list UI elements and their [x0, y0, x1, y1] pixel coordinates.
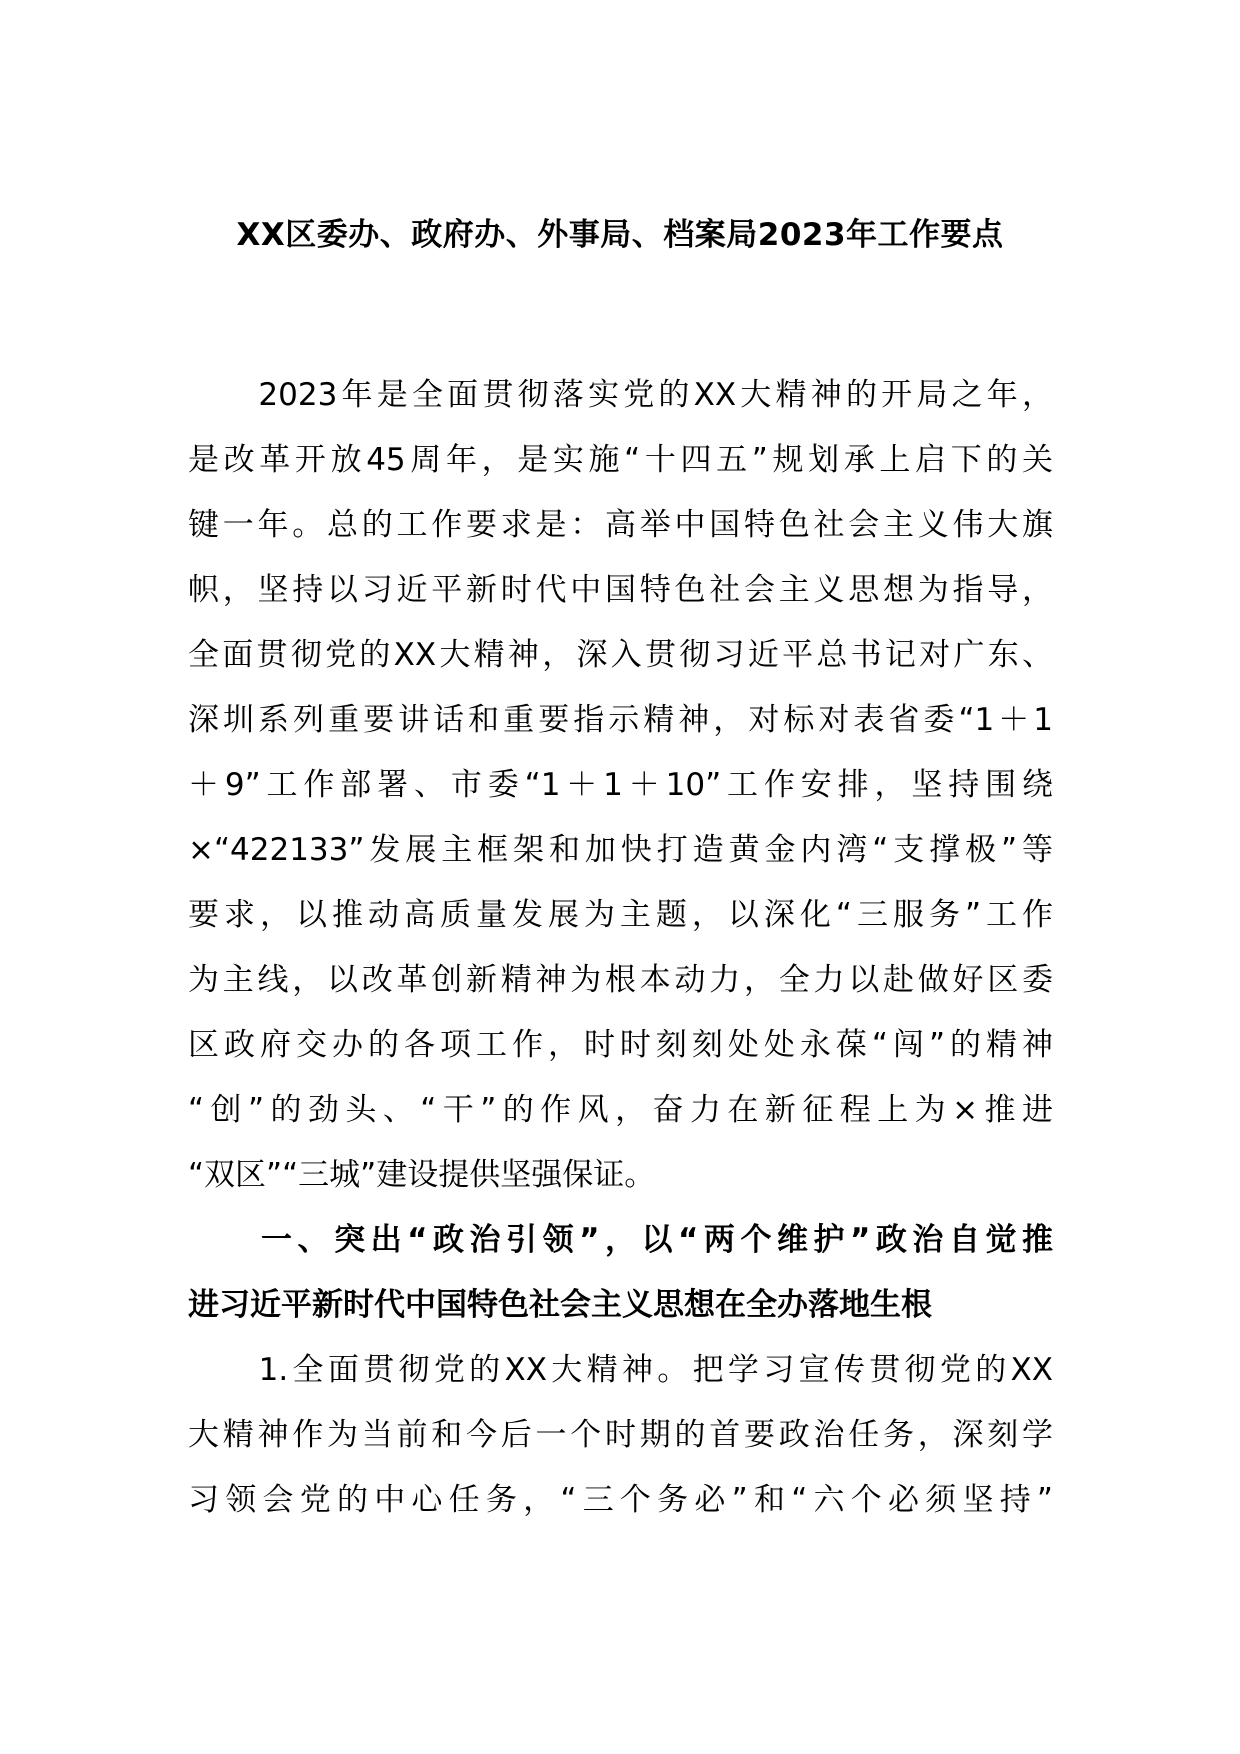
paragraph-line: “双区”“三城”建设提供坚强保证。 — [188, 1157, 656, 1193]
paragraph-line: ＋9”工作部署、市委“1＋1＋10”工作安排，坚持围绕 — [188, 767, 1053, 803]
paragraph-line: 大精神作为当前和今后一个时期的首要政治任务，深刻学 — [188, 1417, 1053, 1453]
paragraph-line: 键一年。总的工作要求是：高举中国特色社会主义伟大旗 — [188, 507, 1053, 543]
section-heading-line: 进习近平新时代中国特色社会主义思想在全办落地生根 — [188, 1287, 932, 1323]
paragraph-line: 要求，以推动高质量发展为主题，以深化“三服务”工作 — [188, 897, 1053, 933]
paragraph-line: 2023年是全面贯彻落实党的XX大精神的开局之年， — [188, 377, 1053, 413]
paragraph-line: ×“422133”发展主框架和加快打造黄金内湾“支撑极”等 — [188, 832, 1053, 868]
paragraph-line: 是改革开放45周年，是实施“十四五”规划承上启下的关 — [188, 442, 1053, 478]
paragraph-line: 区政府交办的各项工作，时时刻刻处处永葆“闯”的精神 — [188, 1027, 1053, 1063]
paragraph-line: 为主线，以改革创新精神为根本动力，全力以赴做好区委 — [188, 962, 1053, 998]
paragraph-line: 全面贯彻党的XX大精神，深入贯彻习近平总书记对广东、 — [188, 637, 1053, 673]
document-title: XX区委办、政府办、外事局、档案局2023年工作要点 — [236, 217, 1004, 253]
paragraph-line: “创”的劲头、“干”的作风，奋力在新征程上为×推进 — [188, 1092, 1053, 1128]
paragraph-line: 1.全面贯彻党的XX大精神。把学习宣传贯彻党的XX — [188, 1352, 1053, 1388]
section-heading-line: 一、突出“政治引领”，以“两个维护”政治自觉推 — [188, 1222, 1053, 1258]
paragraph-line: 习领会党的中心任务，“三个务必”和“六个必须坚持” — [188, 1482, 1053, 1518]
document-body — [188, 363, 1053, 1533]
paragraph-line: 深圳系列重要讲话和重要指示精神，对标对表省委“1＋1 — [188, 702, 1053, 738]
paragraph-line: 帜，坚持以习近平新时代中国特色社会主义思想为指导， — [188, 572, 1053, 608]
